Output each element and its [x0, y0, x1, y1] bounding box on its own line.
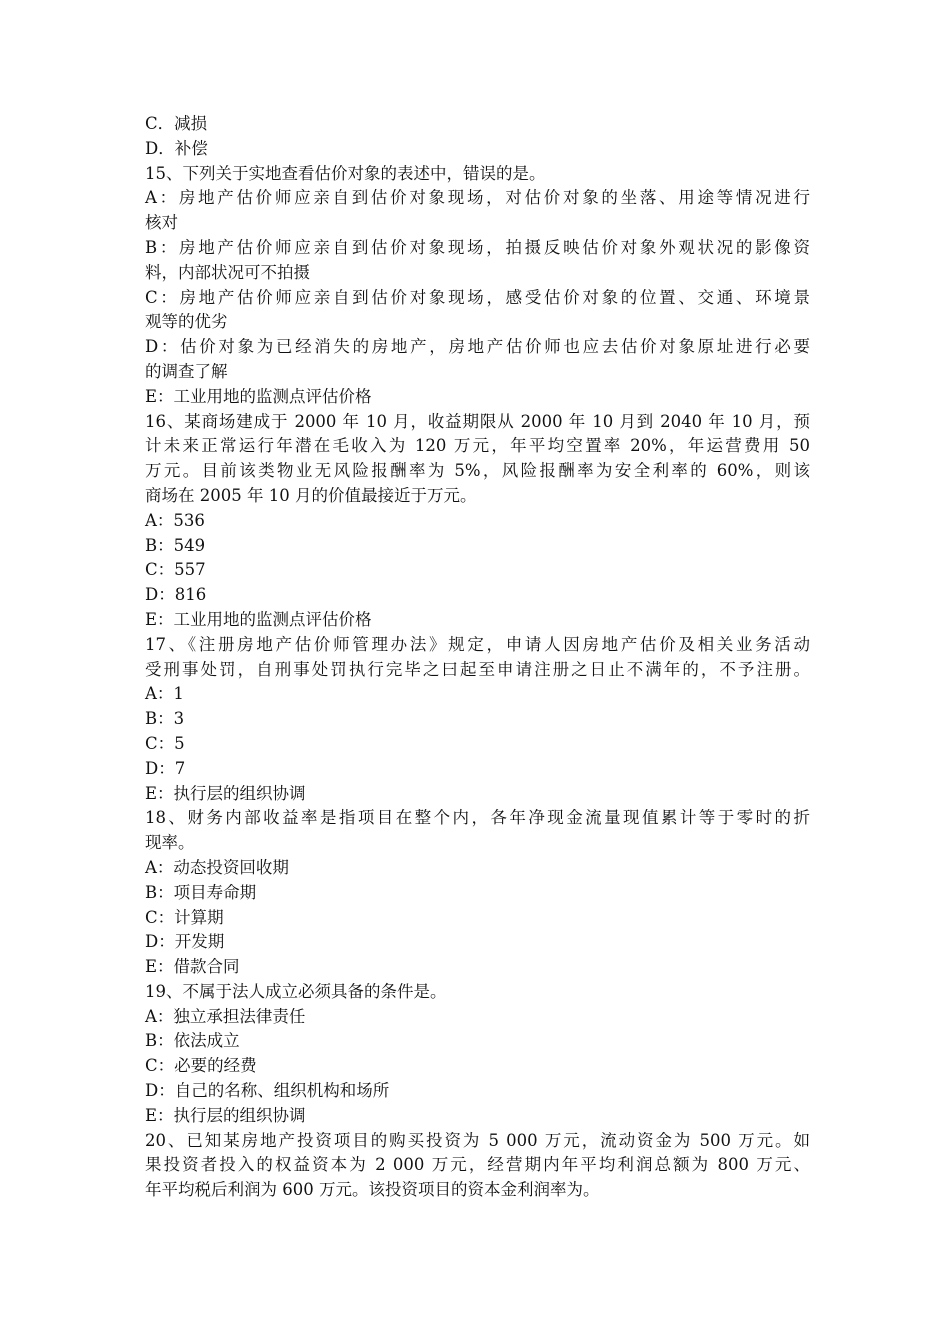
- question-16-option-c: C：557: [145, 560, 206, 580]
- question-15-option-a-line2: 核对: [145, 213, 178, 233]
- question-15-option-c-line1: C：房地产估价师应亲自到估价对象现场，感受估价对象的位置、交通、环境景: [145, 287, 810, 307]
- question-16-option-d: D：816: [145, 585, 207, 605]
- question-18-option-a: A：动态投资回收期: [145, 857, 289, 877]
- option-d-14: D．补偿: [145, 138, 208, 158]
- question-20-stem-line3: 年平均税后利润为 600 万元。该投资项目的资本金利润率为。: [145, 1180, 600, 1200]
- question-19-stem: 19、不属于法人成立必须具备的条件是。: [145, 981, 447, 1001]
- question-17-option-d: D：7: [145, 758, 186, 778]
- question-18-option-b: B：项目寿命期: [145, 882, 257, 902]
- question-17-option-c: C：5: [145, 733, 185, 753]
- question-15-stem: 15、下列关于实地查看估价对象的表述中，错误的是。: [145, 163, 546, 183]
- question-18-stem-line1: 18、财务内部收益率是指项目在整个内，各年净现金流量现值累计等于零时的折: [145, 808, 810, 828]
- question-15-option-b-line1: B：房地产估价师应亲自到估价对象现场，拍摄反映估价对象外观状况的影像资: [145, 237, 810, 257]
- question-17-option-e: E：执行层的组织协调: [145, 783, 306, 803]
- question-16-stem-line3: 万元。目前该类物业无风险报酬率为 5%，风险报酬率为安全利率的 60%，则该: [145, 461, 810, 481]
- question-15-option-b-line2: 料，内部状况可不拍摄: [145, 262, 310, 282]
- question-18-stem-line2: 现率。: [145, 833, 195, 853]
- question-16-stem-line1: 16、某商场建成于 2000 年 10 月，收益期限从 2000 年 10 月到 2040 年 10 月，预: [145, 411, 810, 431]
- question-19-option-c: C：必要的经费: [145, 1056, 257, 1076]
- question-19-option-a: A：独立承担法律责任: [145, 1006, 306, 1026]
- question-16-option-a: A：536: [145, 510, 205, 530]
- question-15-option-c-line2: 观等的优劣: [145, 312, 228, 332]
- question-17-stem-line1: 17、《注册房地产估价师管理办法》规定，申请人因房地产估价及相关业务活动: [145, 634, 810, 654]
- question-16-stem-line4: 商场在 2005 年 10 月的价值最接近于万元。: [145, 485, 477, 505]
- option-c-14: C．减损: [145, 114, 208, 133]
- question-19-option-d: D：自己的名称、组织机构和场所: [145, 1081, 390, 1101]
- question-15-option-d-line2: 的调查了解: [145, 361, 228, 381]
- document-page: [145, 112, 810, 1203]
- question-19-option-b: B：依法成立: [145, 1031, 240, 1051]
- question-18-option-c: C：计算期: [145, 907, 224, 927]
- question-15-option-d-line1: D：估价对象为已经消失的房地产，房地产估价师也应去估价对象原址进行必要: [145, 337, 810, 357]
- question-15-option-e: E：工业用地的监测点评估价格: [145, 386, 372, 406]
- question-17-option-a: A：1: [145, 684, 184, 704]
- question-20-stem-line2: 果投资者投入的权益资本为 2 000 万元，经营期内年平均利润总额为 800 万元、: [145, 1155, 810, 1175]
- question-18-option-d: D：开发期: [145, 932, 225, 952]
- question-16-option-b: B：549: [145, 535, 206, 555]
- question-19-option-e: E：执行层的组织协调: [145, 1105, 306, 1125]
- question-17-stem-line2: 受刑事处罚，自刑事处罚执行完毕之曰起至申请注册之日止不满年的，不予注册。: [145, 659, 810, 679]
- question-16-stem-line2: 计未来正常运行年潜在毛收入为 120 万元，年平均空置率 20%，年运营费用 50: [145, 436, 810, 456]
- question-16-option-e: E：工业用地的监测点评估价格: [145, 609, 372, 629]
- question-17-option-b: B：3: [145, 709, 185, 729]
- question-15-option-a-line1: A：房地产估价师应亲自到估价对象现场，对估价对象的坐落、用途等情况进行: [145, 188, 810, 208]
- question-18-option-e: E：借款合同: [145, 957, 240, 977]
- question-20-stem-line1: 20、已知某房地产投资项目的购买投资为 5 000 万元，流动资金为 500 万元。如: [145, 1130, 810, 1150]
